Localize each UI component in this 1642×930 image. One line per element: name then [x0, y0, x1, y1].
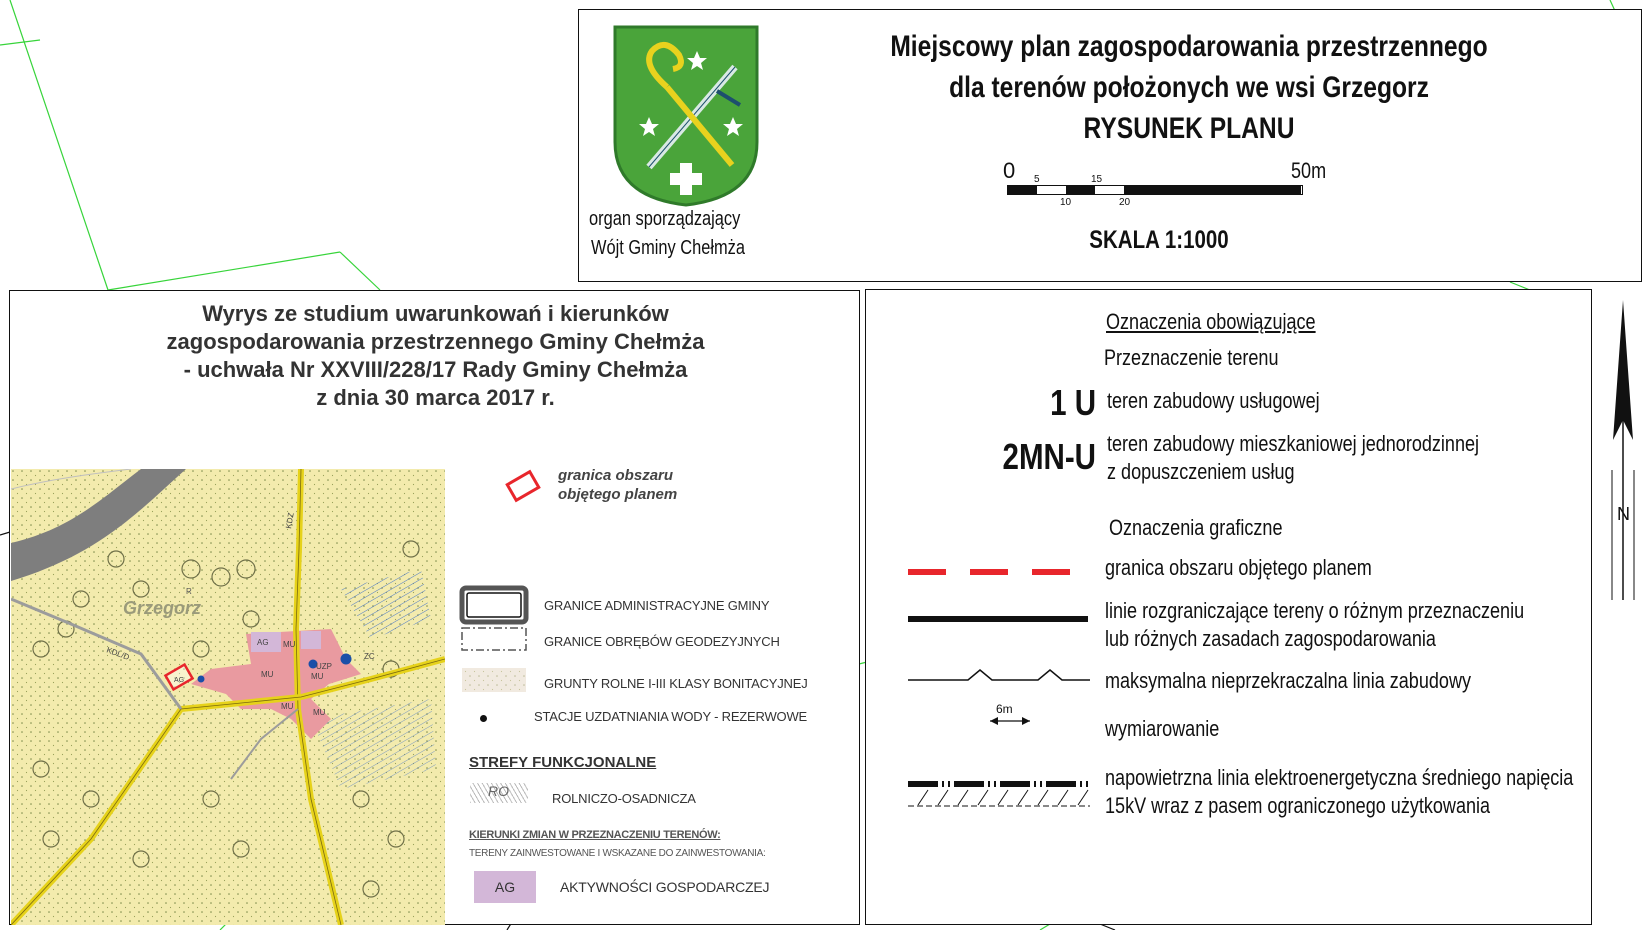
legend-panel	[865, 289, 1592, 925]
map-road-label-2: KDZ	[284, 512, 296, 530]
plan-boundary-line-symbol	[908, 566, 1088, 578]
u-symbol: 1 U	[1050, 382, 1096, 423]
dimension-value: 6m	[996, 702, 1013, 716]
dimensioning-label: wymiarowanie	[1105, 716, 1220, 741]
crest-icon	[607, 17, 767, 212]
legend-ag: AKTYWNOŚCI GOSPODARCZEJ	[560, 879, 770, 895]
land-use-header: Przeznaczenie terenu	[1104, 345, 1279, 370]
study-title-line2: zagospodarowania przestrzennego Gminy Chełmża	[166, 329, 705, 354]
map-zone-label-ag-1: AG	[257, 638, 269, 647]
admin-border-symbol	[459, 585, 531, 625]
plan-title-line2: dla terenów położonych we wsi Grzegorz	[949, 71, 1429, 104]
organ-name: Wójt Gminy Chełmża	[591, 237, 746, 259]
plan-boundary-label-1: granica obszaru	[558, 467, 674, 484]
map-zone-label-zc: ZC	[364, 652, 375, 661]
mnu-symbol: 2MN-U	[1002, 436, 1096, 477]
legend-farmland: GRUNTY ROLNE I-III KLASY BONITACYJNEJ	[544, 676, 808, 691]
map-road-label-1: KDL/D	[105, 645, 131, 662]
legend-geodetic-border: GRANICE OBRĘBÓW GEODEZYJNYCH	[544, 634, 780, 649]
scale-tick-end: 50m	[1291, 158, 1327, 183]
scale-tick-0: 0	[1003, 158, 1016, 183]
building-line-symbol	[908, 664, 1090, 684]
map-zone-label-mu-2: MU	[261, 670, 274, 679]
study-title-line4: z dnia 30 marca 2017 r.	[316, 385, 555, 410]
farmland-symbol	[459, 665, 531, 695]
study-map	[11, 469, 445, 925]
legend-header: Oznaczenia obowiązujące	[1106, 309, 1316, 334]
scale-label: SKALA 1:1000	[1089, 226, 1229, 254]
study-title-line3: - uchwała Nr XXVIII/228/17 Rady Gminy Chełmża	[183, 357, 688, 382]
building-line-label: maksymalna nieprzekraczalna linia zabudowy	[1105, 668, 1471, 693]
scale-tick-20: 20	[1119, 197, 1131, 208]
geodetic-border-symbol	[459, 625, 531, 655]
plan-title-line3: RYSUNEK PLANU	[1083, 112, 1295, 145]
scale-bar	[1003, 158, 1327, 220]
organ-label: organ sporządzający	[589, 208, 741, 230]
map-zone-label-ag-2: AG	[174, 677, 185, 684]
scale-tick-15: 15	[1091, 174, 1103, 185]
legend-directions-sub: TERENY ZAINWESTOWANE I WSKAZANE DO ZAINWESTOWANIA:	[469, 848, 766, 859]
power-line-label-1: napowietrzna linia elektroenergetyczna średniego napięcia	[1105, 765, 1574, 790]
ag-symbol	[474, 871, 536, 903]
map-zone-label-mu-3: MU	[281, 702, 294, 711]
map-zone-label-uzp: UZP	[316, 662, 332, 671]
map-zone-label-mu-5: MU	[311, 672, 324, 681]
scale-tick-5: 5	[1034, 174, 1040, 185]
legend-zones-header: STREFY FUNKCJONALNE	[469, 754, 657, 771]
u-label: teren zabudowy usługowej	[1107, 388, 1320, 413]
map-zone-label-mu-1: MU	[283, 640, 296, 649]
dividing-lines-label-1: linie rozgraniczające tereny o różnym przeznaczeniu	[1105, 598, 1525, 623]
scale-tick-10: 10	[1060, 197, 1072, 208]
mnu-label-1: teren zabudowy mieszkaniowej jednorodzinnej	[1107, 431, 1480, 456]
ro-symbol-text: RO	[488, 783, 509, 799]
north-letter: N	[1617, 504, 1630, 524]
dimension-symbol	[988, 714, 1032, 728]
map-zone-label-mu-4: MU	[313, 708, 326, 717]
legend-directions-header: KIERUNKI ZMIAN W PRZEZNACZENIU TERENÓW:	[469, 829, 721, 841]
ag-symbol-text: AG	[494, 879, 516, 895]
legend-admin-border: GRANICE ADMINISTRACYJNE GMINY	[544, 598, 770, 613]
map-zone-label-r: R	[186, 587, 192, 596]
plan-boundary-symbol	[502, 467, 546, 507]
power-line-symbol	[908, 780, 1090, 812]
plan-boundary-legend: granica obszaru objętego planem	[1105, 555, 1372, 580]
power-line-label-2: 15kV wraz z pasem ograniczonego użytkowania	[1105, 793, 1491, 818]
north-arrow-icon	[1608, 300, 1638, 600]
dividing-lines-label-2: lub różnych zasadach zagospodarowania	[1105, 626, 1436, 651]
water-station-symbol	[480, 715, 487, 722]
map-village-name: Grzegorz	[123, 598, 202, 618]
dividing-line-symbol	[908, 616, 1088, 622]
study-title-line1: Wyrys ze studium uwarunkowań i kierunków	[202, 301, 669, 326]
plan-boundary-label-2: objętego planem	[558, 486, 678, 503]
legend-ro: ROLNICZO-OSADNICZA	[552, 791, 696, 806]
plan-title-line1: Miejscowy plan zagospodarowania przestrzennego	[890, 30, 1488, 63]
ro-symbol	[470, 783, 528, 803]
study-extract-panel	[9, 290, 860, 925]
title-block	[578, 9, 1642, 282]
mnu-label-2: z dopuszczeniem usług	[1107, 459, 1295, 484]
legend-water-stations: STACJE UZDATNIANIA WODY - REZERWOWE	[534, 709, 807, 724]
graphic-header: Oznaczenia graficzne	[1109, 515, 1283, 540]
